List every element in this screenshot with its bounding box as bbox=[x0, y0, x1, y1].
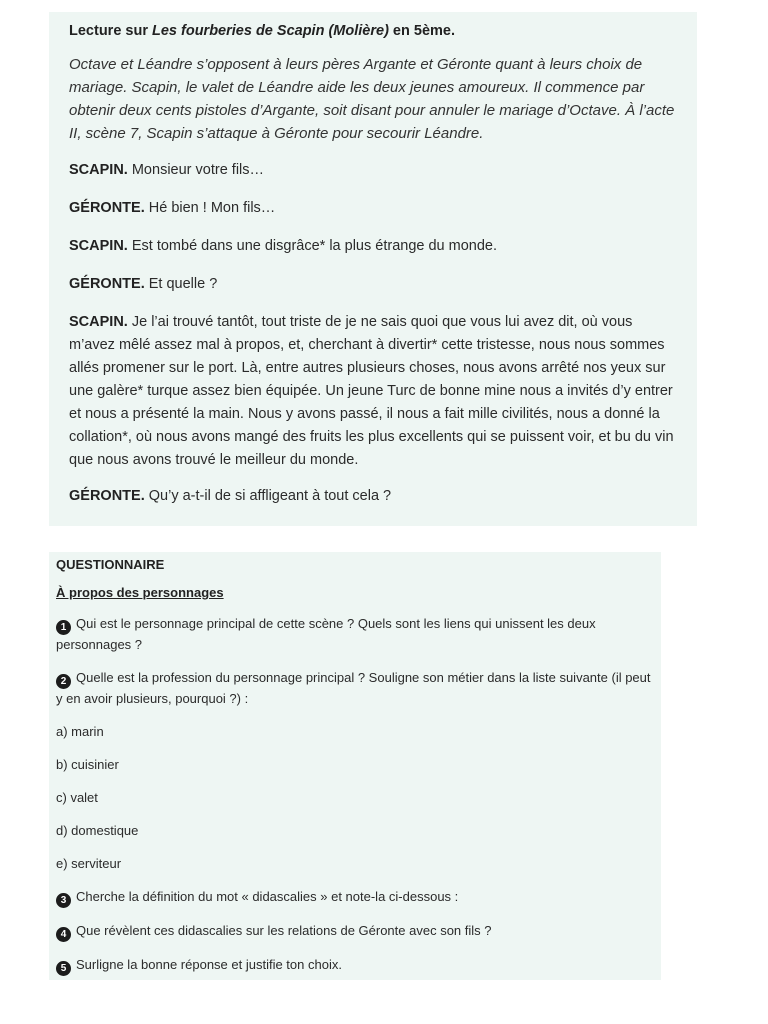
reading-intro: Octave et Léandre s’opposent à leurs pères Argante et Géronte quant à leurs choix de mariage. Scapin, le valet de Léandre aide les deux jeunes amoureux. Il commence par obtenir deux cents pistoles d’Argante, soit disant pour annuler le mariage d’Octave. À l’acte II, scène 7, Scapin s’attaque à Géronte pour secourir Léandre. bbox=[69, 56, 675, 142]
number-3-icon: 3 bbox=[56, 893, 71, 908]
dialogue-line: SCAPIN. Je l’ai trouvé tantôt, tout triste de je ne sais quoi que vous lui avez dit, où vous m’avez mêlé assez mal à propos, et, cherchant à divertir* cette tristesse, nous nous sommes allés promener sur le port. Là, entre autres plusieurs choses, nous avons arrêté nos yeux sur une galère* turque assez bien équipée. Un jeune Turc de bonne mine nous a invités d’y entrer et nous a présenté la main. Nous y avons passé, il nous a fait mille civilités, nous a donné la collation*, où nous avons mangé des fruits les plus excellents qui se puissent voir, et bu du vin que nous avons trouvé le meilleur du monde. bbox=[69, 314, 674, 468]
speaker-name: SCAPIN. bbox=[69, 162, 128, 178]
questionnaire-box bbox=[49, 552, 661, 980]
questionnaire-title: QUESTIONNAIRE bbox=[56, 557, 165, 572]
option-marin: a) marin bbox=[56, 724, 104, 739]
question-3: 3 Cherche la définition du mot « didascalies » et note-la ci-dessous : bbox=[56, 887, 654, 908]
dialogue-line: GÉRONTE. Qu’y a-t-il de si affligeant à tout cela ? bbox=[69, 488, 392, 504]
dialogue-line: GÉRONTE. Et quelle ? bbox=[69, 276, 218, 292]
number-4-icon: 4 bbox=[56, 927, 71, 942]
reading-box bbox=[49, 12, 697, 526]
reading-heading: Lecture sur Les fourberies de Scapin (Molière) en 5ème. bbox=[69, 23, 455, 39]
dialogue-line: GÉRONTE. Hé bien ! Mon fils… bbox=[69, 200, 276, 216]
questionnaire-subtitle: À propos des personnages bbox=[56, 585, 224, 600]
speaker-name: SCAPIN. bbox=[69, 238, 128, 254]
question-5: 5 Surligne la bonne réponse et justifie ton choix. bbox=[56, 955, 654, 976]
number-5-icon: 5 bbox=[56, 961, 71, 976]
number-2-icon: 2 bbox=[56, 674, 71, 689]
question-4: 4 Que révèlent ces didascalies sur les relations de Géronte avec son fils ? bbox=[56, 921, 654, 942]
speaker-name: GÉRONTE. bbox=[69, 488, 145, 504]
speaker-name: SCAPIN. bbox=[69, 314, 128, 330]
speaker-name: GÉRONTE. bbox=[69, 200, 145, 216]
play-title: Les fourberies de Scapin (Molière) bbox=[152, 23, 389, 39]
dialogue-line: SCAPIN. Monsieur votre fils… bbox=[69, 162, 265, 178]
option-valet: c) valet bbox=[56, 790, 98, 805]
question-1: 1 Qui est le personnage principal de cette scène ? Quels sont les liens qui unissent les deux personnages ? bbox=[56, 616, 596, 652]
option-domestique: d) domestique bbox=[56, 823, 139, 838]
speaker-name: GÉRONTE. bbox=[69, 276, 145, 292]
dialogue-line: SCAPIN. Est tombé dans une disgrâce* la plus étrange du monde. bbox=[69, 238, 498, 254]
question-2: 2 Quelle est la profession du personnage principal ? Souligne son métier dans la liste suivante (il peut y en avoir plusieurs, pourquoi ?) : bbox=[56, 670, 651, 706]
option-serviteur: e) serviteur bbox=[56, 856, 122, 871]
number-1-icon: 1 bbox=[56, 620, 71, 635]
option-cuisinier: b) cuisinier bbox=[56, 757, 119, 772]
